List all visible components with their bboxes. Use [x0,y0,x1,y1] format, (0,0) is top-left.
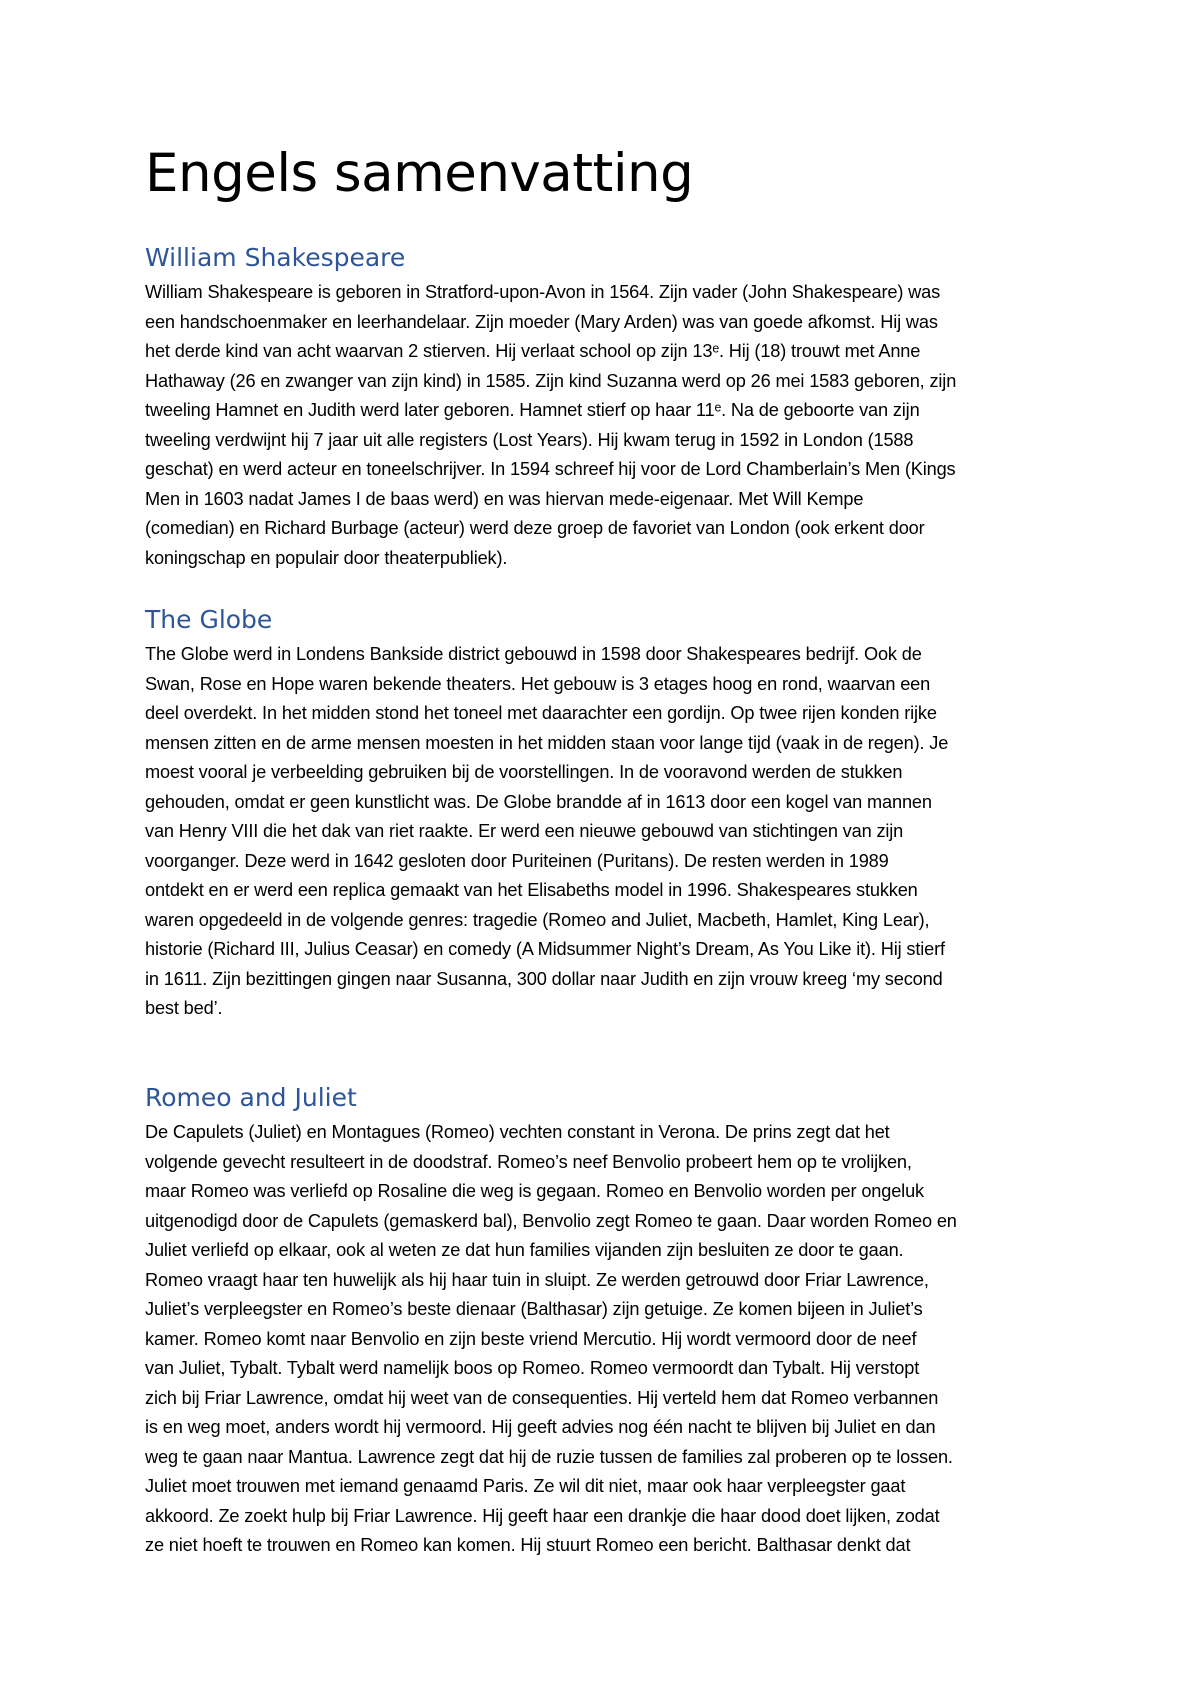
body-line: zich bij Friar Lawrence, omdat hij weet van de consequenties. Hij verteld hem dat Romeo verbannen [145,1387,939,1408]
body-line: kamer. Romeo komt naar Benvolio en zijn beste vriend Mercutio. Hij wordt vermoord door de neef [145,1328,917,1349]
body-line: The Globe werd in Londens Bankside district gebouwd in 1598 door Shakespeares bedrijf. Ook de [145,644,922,664]
section-heading: William Shakespeare [145,243,406,272]
body-line: De Capulets (Juliet) en Montagues (Romeo) vechten constant in Verona. De prins zegt dat het [145,1122,890,1142]
body-line: Juliet’s verpleegster en Romeo’s beste dienaar (Balthasar) zijn getuige. Ze komen bijeen in Juliet’s [145,1299,923,1319]
section-romeo-and-juliet [145,1078,1065,1561]
document-title: Engels samenvatting [145,143,694,204]
body-line: (comedian) en Richard Burbage (acteur) werd deze groep de favoriet van London (ook erkent door [145,518,925,538]
body-line: Hathaway (26 en zwanger van zijn kind) in 1585. Zijn kind Suzanna werd op 26 mei 1583 geboren, zijn [145,370,957,391]
body-line: in 1611. Zijn bezittingen gingen naar Susanna, 300 dollar naar Judith en zijn vrouw kreeg ‘my second [145,968,943,989]
section-heading: Romeo and Juliet [145,1083,357,1112]
body-line: akkoord. Ze zoekt hulp bij Friar Lawrence. Hij geeft haar een drankje die haar dood doet lijken, zodat [145,1505,940,1526]
body-line: tweeling verdwijnt hij 7 jaar uit alle registers (Lost Years). Hij kwam terug in 1592 in London (1588 [145,429,914,450]
body-line: waren opgedeeld in de volgende genres: tragedie (Romeo and Juliet, Macbeth, Hamlet, King Lear), [145,909,930,930]
body-line: van Juliet, Tybalt. Tybalt werd namelijk boos op Romeo. Romeo vermoordt dan Tybalt. Hij verstopt [145,1358,920,1378]
body-line: Swan, Rose en Hope waren bekende theaters. Het gebouw is 3 etages hoog en rond, waarvan een [145,673,931,694]
body-line: voorganger. Deze werd in 1642 gesloten door Puriteinen (Puritans). De resten werden in 1989 [145,850,889,871]
body-line: ontdekt en er werd een replica gemaakt van het Elisabeths model in 1996. Shakespeares stukken [145,880,918,900]
body-line: moest vooral je verbeelding gebruiken bij de voorstellingen. In de vooravond werden de stukken [145,762,903,782]
body-line: ze niet hoeft te trouwen en Romeo kan komen. Hij stuurt Romeo een bericht. Balthasar denkt dat [145,1535,911,1555]
body-line: weg te gaan naar Mantua. Lawrence zegt dat hij de ruzie tussen de families zal proberen op te lossen. [145,1446,953,1467]
section-body [145,640,1065,1024]
body-line: geschat) en werd acteur en toneelschrijver. In 1594 schreef hij voor de Lord Chamberlain’s Men (Kings [145,459,956,479]
body-line: een handschoenmaker en leerhandelaar. Zijn moeder (Mary Arden) was van goede afkomst. Hij was [145,311,938,332]
body-line: volgende gevecht resulteert in de doodstraf. Romeo’s neef Benvolio probeert hem op te vrolijken, [145,1151,912,1172]
section-the-globe [145,600,1065,1024]
body-line: uitgenodigd door de Capulets (gemaskerd bal), Benvolio zegt Romeo te gaan. Daar worden Romeo en [145,1210,957,1231]
body-line: van Henry VIII die het dak van riet raakte. Er werd een nieuwe gebouwd van stichtingen van zijn [145,821,904,841]
body-line: tweeling Hamnet en Judith werd later geboren. Hamnet stierf op haar 11ᵉ. Na de geboorte van zijn [145,400,920,420]
body-line: historie (Richard III, Julius Ceasar) en comedy (A Midsummer Night’s Dream, As You Like it). Hij stierf [145,939,945,959]
body-line: William Shakespeare is geboren in Stratford-upon-Avon in 1564. Zijn vader (John Shakespeare) was [145,282,941,302]
body-line: maar Romeo was verliefd op Rosaline die weg is gegaan. Romeo en Benvolio worden per ongeluk [145,1181,924,1201]
section-body [145,1118,1065,1561]
body-line: deel overdekt. In het midden stond het toneel met daarachter een gordijn. Op twee rijen konden rijke [145,703,937,723]
body-line: Romeo vraagt haar ten huwelijk als hij haar tuin in sluipt. Ze werden getrouwd door Friar Lawrence, [145,1269,929,1290]
body-line: best bed’. [145,998,223,1018]
body-line: is en weg moet, anders wordt hij vermoord. Hij geeft advies nog één nacht te blijven bij Juliet en dan [145,1417,936,1437]
body-line: gehouden, omdat er geen kunstlicht was. De Globe brandde af in 1613 door een kogel van mannen [145,791,932,812]
section-william-shakespeare [145,238,1065,573]
body-line: koningschap en populair door theaterpubliek). [145,547,508,568]
body-line: mensen zitten en de arme mensen moesten in het midden staan voor lange tijd (vaak in de regen). Je [145,732,949,753]
body-line: Juliet verliefd op elkaar, ook al weten ze dat hun families vijanden zijn besluiten ze door te gaan. [145,1240,904,1260]
section-heading: The Globe [145,605,273,634]
body-line: het derde kind van acht waarvan 2 stierven. Hij verlaat school op zijn 13ᵉ. Hij (18) trouwt met Anne [145,341,921,361]
body-line: Juliet moet trouwen met iemand genaamd Paris. Ze wil dit niet, maar ook haar verpleegster gaat [145,1476,906,1496]
body-line: Men in 1603 nadat James I de baas werd) en was hiervan mede-eigenaar. Met Will Kempe [145,488,864,509]
section-body [145,278,1065,573]
